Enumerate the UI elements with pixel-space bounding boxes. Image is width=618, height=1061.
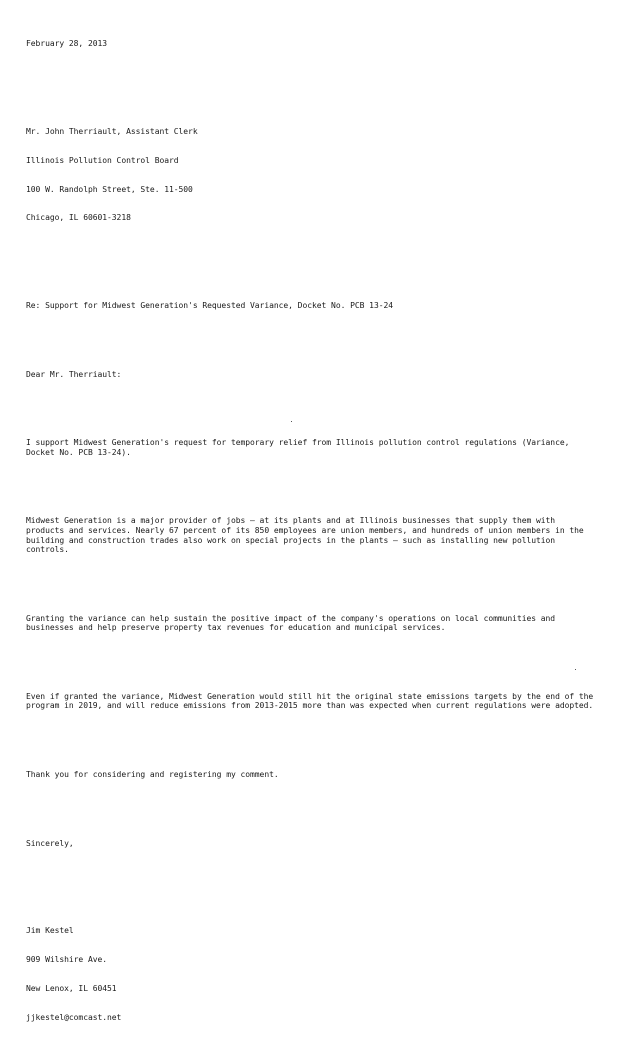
- paragraph: Thank you for considering and registering my comment.: [26, 769, 279, 779]
- recipient-line: Chicago, IL 60601-3218: [26, 213, 131, 223]
- signature-block: [26, 907, 596, 1041]
- salutation: Dear Mr. Therriault:: [26, 369, 122, 379]
- paragraph: Midwest Generation is a major provider of jobs — at its plants and at Illinois businesses that supply them with products and services. Nearly 67 percent of its 850 employees are union members, and hundreds of union members in the building and construction trades also work on special projects in the plants — such as installing new pollution controls.: [26, 516, 584, 555]
- scan-speck: [291, 421, 292, 422]
- signature-line: jjkestel@comcast.net: [26, 1012, 122, 1022]
- subject-line: Re: Support for Midwest Generation's Requested Variance, Docket No. PCB 13-24: [26, 301, 394, 311]
- recipient-line: Illinois Pollution Control Board: [26, 155, 179, 165]
- letter-body: [26, 20, 596, 1061]
- closing: Sincerely,: [26, 838, 74, 848]
- paragraph: Even if granted the variance, Midwest Generation would still hit the original state emissions targets by the end of the program in 2019, and will reduce emissions from 2013-2015 more than was expected when current regulations were adopted.: [26, 691, 594, 711]
- paragraph: Granting the variance can help sustain the positive impact of the company's operations on local communities and businesses and help preserve property tax revenues for education and municipal services.: [26, 613, 556, 633]
- signature-line: 909 Wilshire Ave.: [26, 955, 108, 965]
- recipient-address: [26, 108, 596, 242]
- signature-line: New Lenox, IL 60451: [26, 983, 117, 993]
- signature-line: Jim Kestel: [26, 926, 74, 936]
- recipient-line: Mr. John Therriault, Assistant Clerk: [26, 126, 198, 136]
- letter-date: February 28, 2013: [26, 39, 108, 49]
- paragraph: I support Midwest Generation's request for temporary relief from Illinois pollution control regulations (Variance, Docket No. PCB 13-24).: [26, 438, 570, 457]
- recipient-line: 100 W. Randolph Street, Ste. 11-500: [26, 184, 193, 194]
- scan-speck: [575, 669, 576, 670]
